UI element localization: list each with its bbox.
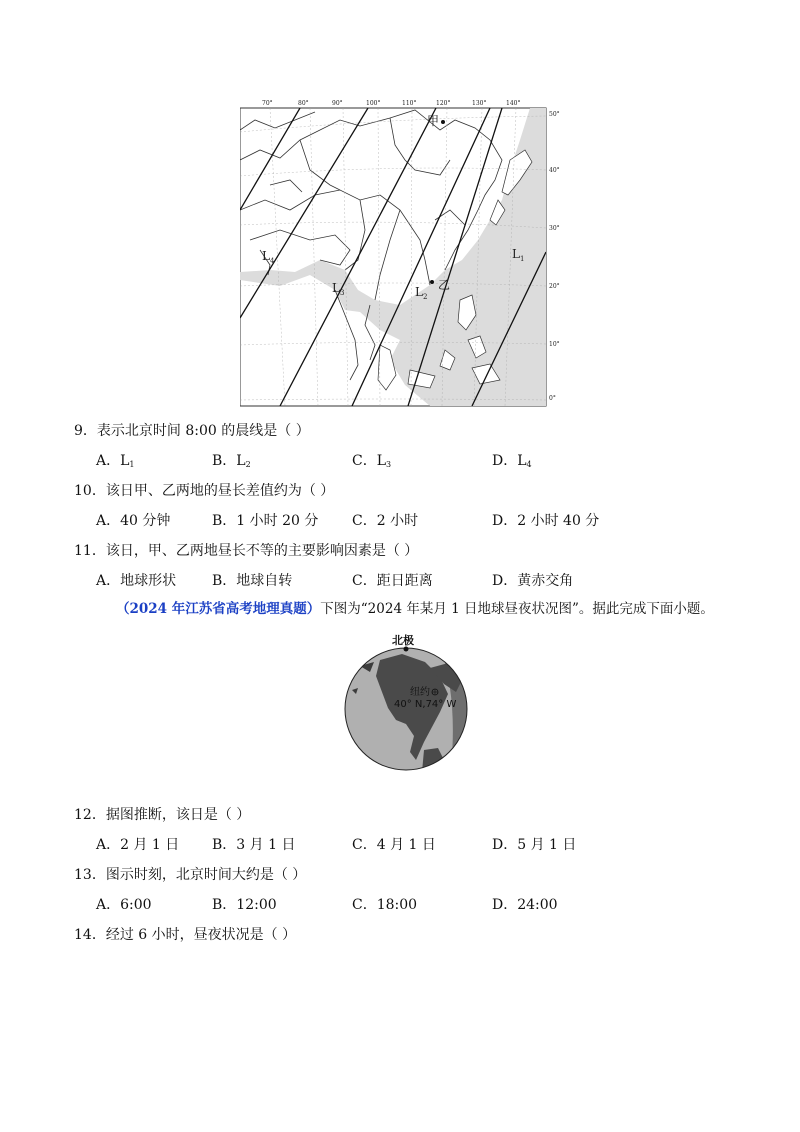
source-intro [116,599,714,619]
option-c[interactable]: C．18:00 [352,897,418,913]
source-tag: （2024 年江苏省高考地理真题） [116,601,321,617]
option-b[interactable]: B．12:00 [212,897,277,913]
option-a[interactable]: A．$L_1$ [96,453,135,469]
option-a[interactable]: A．地球形状 [96,573,177,589]
options-11 [96,571,656,591]
option-c[interactable]: C．$L_3$ [352,453,392,469]
point-yi [430,280,434,284]
label-jia: 甲 [427,114,440,128]
lat-label: 20° [549,283,560,290]
label-l2: $L_2$ [415,285,428,301]
lon-label: 120° [436,100,451,107]
option-b[interactable]: B．地球自转 [212,573,293,589]
lon-label: 110° [402,100,417,107]
option-b[interactable]: B．3 月 1 日 [212,837,296,853]
option-c[interactable]: C．4 月 1 日 [352,837,436,853]
question-10: 10．该日甲、乙两地的昼长差值约为（ ） [74,483,335,499]
north-pole-label: 北极 [392,634,414,647]
asia-terminator-map [240,100,565,410]
options-9 [96,451,656,471]
label-yi: 乙 [438,278,451,292]
option-d[interactable]: D．$L_4$ [492,453,532,469]
option-c[interactable]: C．距日距离 [352,573,433,589]
lon-label: 80° [298,100,309,107]
lon-label: 90° [332,100,343,107]
lon-label: 70° [262,100,273,107]
lat-label: 30° [549,225,560,232]
option-d[interactable]: D．24:00 [492,897,558,913]
question-12: 12．据图推断，该日是（ ） [74,807,251,823]
lat-label: 10° [549,341,560,348]
option-d[interactable]: D．2 小时 40 分 [492,513,600,529]
lon-label: 100° [366,100,381,107]
question-13: 13．图示时刻，北京时间大约是（ ） [74,867,307,883]
question-9: 9．表示北京时间 8:00 的晨线是（ ） [74,423,310,439]
globe-figure [340,632,480,777]
lat-label: 40° [549,167,560,174]
option-a[interactable]: A．6:00 [96,897,152,913]
city-label: 纽约 [410,687,430,698]
label-l1: $L_1$ [512,247,525,263]
label-l4: $L_4$ [262,249,275,265]
options-10 [96,511,656,531]
option-c[interactable]: C．2 小时 [352,513,419,529]
option-d[interactable]: D．黄赤交角 [492,573,574,589]
globe-svg [340,632,480,777]
lon-label: 130° [472,100,487,107]
lat-label: 0° [549,395,556,402]
options-12 [96,835,656,855]
option-a[interactable]: A．2 月 1 日 [96,837,180,853]
source-text: 下图为“2024 年某月 1 日地球昼夜状况图”。据此完成下面小题。 [320,601,714,617]
city-coords: 40° N,74° W [394,699,457,710]
lat-label: 50° [549,111,560,118]
options-13 [96,895,656,915]
question-14: 14．经过 6 小时，昼夜状况是（ ） [74,927,297,943]
option-b[interactable]: B．1 小时 20 分 [212,513,319,529]
label-l3: $L_3$ [332,281,345,297]
option-d[interactable]: D．5 月 1 日 [492,837,577,853]
point-jia [441,120,445,124]
lon-label: 140° [506,100,521,107]
option-b[interactable]: B．$L_2$ [212,453,251,469]
map-svg [240,100,565,410]
option-a[interactable]: A．40 分钟 [96,513,171,529]
question-11: 11．该日，甲、乙两地昼长不等的主要影响因素是（ ） [74,543,419,559]
north-pole-dot [404,647,409,652]
